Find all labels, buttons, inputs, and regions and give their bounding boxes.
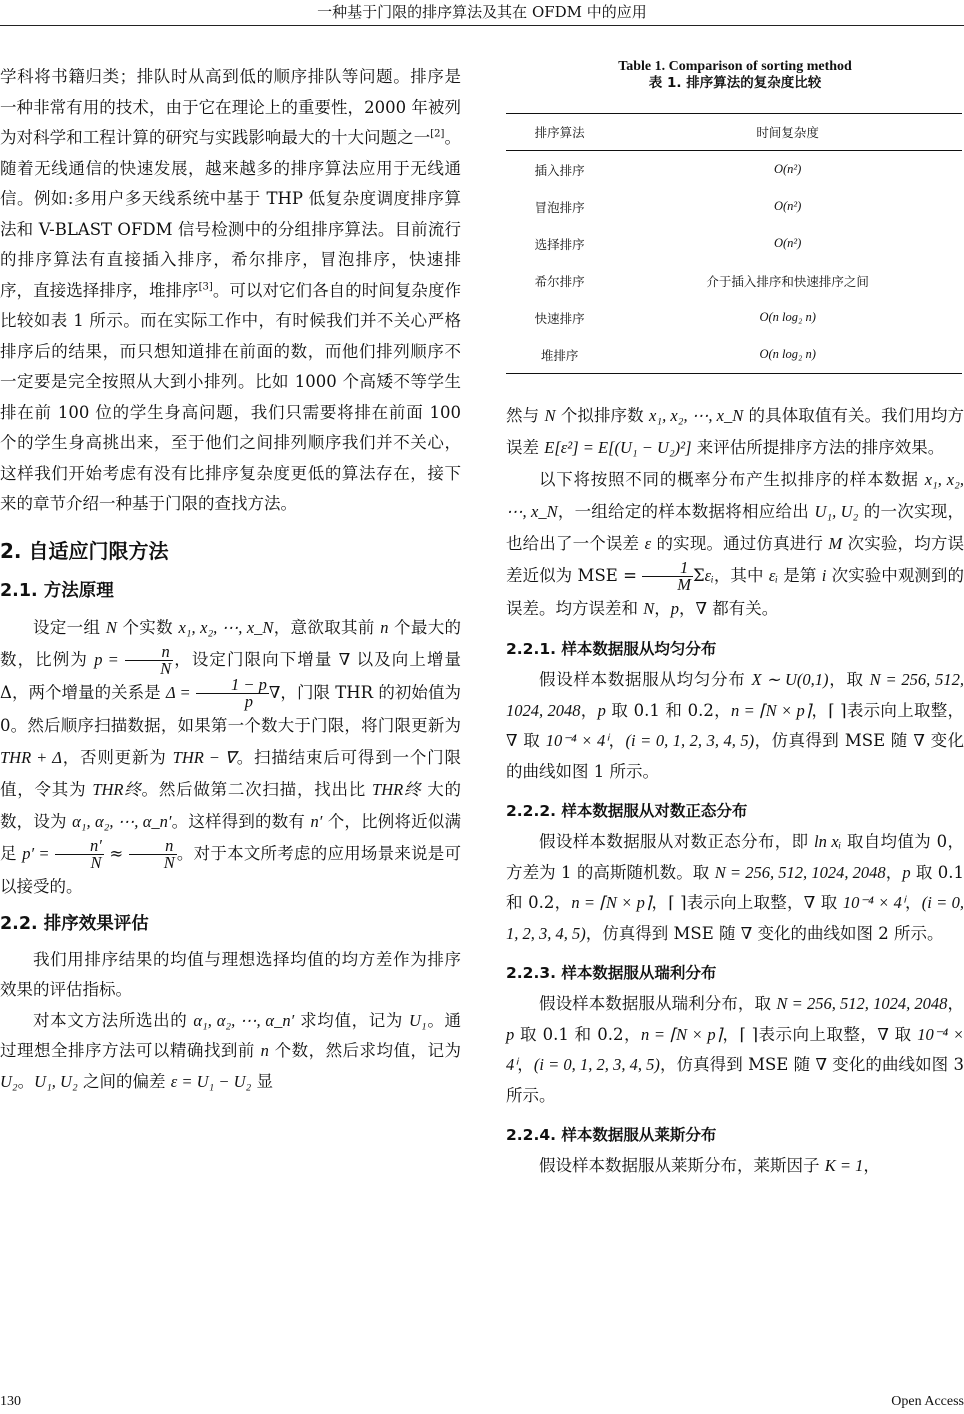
subsection-heading-2-2-2: 2.2.2. 样本数据服从对数正态分布: [506, 802, 748, 820]
table-caption-cn: 表 1. 排序算法的复杂度比较: [648, 75, 822, 91]
subsection-heading-2-2: 2.2. 排序效果评估: [0, 913, 149, 934]
fraction-n-over-N-2: $\frac{n}{N}$: [129, 838, 177, 871]
table-row: [506, 299, 962, 336]
complexity-table: [506, 113, 962, 374]
table-row: [506, 262, 962, 299]
table-caption: [506, 58, 964, 92]
fraction-n-over-N: $\frac{n}{N}$: [125, 644, 173, 677]
table-row: [506, 336, 962, 374]
rayleigh-paragraph: 假设样本数据服从瑞利分布，取 N = 256, 512, 1024, 2048，p 取 0.1 和 0.2，n = ⌈N × p⌉，⌈ ⌉表示向上取整，∇ 取 10⁻⁴ × 4ⁱ，(i = 0, 1, 2, 3, 4, 5)，仿真得到 MSE 随 ∇ 变化的曲线如图 3 所示。: [506, 994, 964, 1105]
fraction-1mp-over-p: $\frac{1 - p}{p}$: [196, 677, 269, 710]
lognormal-paragraph: 假设样本数据服从对数正态分布，即 ln xᵢ 取自均值为 0，方差为 1 的高斯随机数。取 N = 256, 512, 1024, 2048，p 取 0.1 和 0.2，n = ⌈N × p⌉，⌈ ⌉表示向上取整，∇ 取 10⁻⁴ × 4ⁱ，(i = 0, 1, 2, 3, 4, 5)，仿真得到 MSE 随 ∇ 变化的曲线如图 2 所示。: [506, 832, 964, 943]
mse-paragraph: 然与 N 个拟排序数 x₁, x₂, ⋯, x_N 的具体取值有关。我们用均方误差 E[ε²] = E[(U₁ − U₂)²] 来评估所提排序方法的排序效果。: [506, 406, 964, 457]
table-row: [506, 151, 962, 189]
table-cell: O(n²): [773, 236, 802, 250]
subsection-heading-2-2-1: 2.2.1. 样本数据服从均匀分布: [506, 640, 717, 658]
citation-2[interactable]: [2]: [430, 128, 445, 140]
subsection-heading-2-2-3: 2.2.3. 样本数据服从瑞利分布: [506, 964, 717, 982]
sampling-paragraph: 以下将按照不同的概率分布产生拟排序的样本数据 x₁, x₂, ⋯, x_N，一组给定的样本数据将相应给出 U₁, U₂ 的一次实现，也给出了一个误差 ε 的实现。通过仿真进行 M 次实验，均方误差近似为 MSE = $\frac{1}{M}$ Σεᵢ，其中 εᵢ 是第 i 次实验中观测到的误差。均方误差和 N，p，∇ 都有关。: [506, 470, 964, 618]
table-cell: 介于插入排序和快速排序之间: [706, 273, 869, 289]
table-cell: 选择排序: [534, 236, 585, 252]
subsection-heading-2-1: 2.1. 方法原理: [0, 580, 114, 601]
rician-paragraph: 假设样本数据服从莱斯分布，莱斯因子 K = 1，: [539, 1156, 880, 1175]
right-column: [506, 400, 964, 1182]
page-footer: [0, 1394, 964, 1414]
section-heading-2: 2. 自适应门限方法: [0, 538, 169, 563]
citation-3[interactable]: [3]: [198, 281, 213, 292]
fraction-nprime-over-N: $\frac{n'}{N}$: [55, 838, 104, 871]
intro-paragraph: 学科将书籍归类；排队时从高到低的顺序排队等问题。排序是一种非常有用的技术，由于它在理论上的重要性，2000 年被列为对科学和工程计算的研究与实践影响最大的十大问题之一[2]。随着无线通信的快速发展，越来越多的排序算法应用于无线通信。例如:多用户多天线系统中基于 THP 低复杂度调度排序算法和 V-BLAST OFDM 信号检测中的分组排序算法。目前流行的排序算法有直接插入排序，希尔排序，冒泡排序，快速排序，直接选择排序，堆排序[3]。可以对它们各自的时间复杂度作比较如表 1 所示。而在实际工作中，有时候我们并不关心严格排序后的结果，而只想知道排在前面的数，而他们排列顺序不一定要是完全按照从大到小排列。比如 1000 个高矮不等学生排在前 100 位的学生身高问题，我们只需要将排在前面 100 个的学生身高挑出来，至于他们之间排列顺序我们并不关心，这样我们开始考虑有没有比排序复杂度更低的算法存在，接下来的章节介绍一种基于门限的查找方法。: [0, 67, 462, 513]
table-caption-en: Table 1. Comparison of sorting method: [618, 59, 852, 74]
table-cell: 插入排序: [534, 162, 585, 178]
table-cell: 冒泡排序: [534, 199, 585, 215]
table-cell: O(n²): [773, 162, 802, 176]
table-header-row: [506, 114, 962, 151]
page-number: 130: [0, 1394, 21, 1409]
subsection-heading-2-2-4: 2.2.4. 样本数据服从莱斯分布: [506, 1126, 717, 1144]
table-row: [506, 225, 962, 262]
fraction-1-over-M: $\frac{1}{M}$: [642, 560, 693, 593]
running-header-title: 一种基于门限的排序算法及其在 OFDM 中的应用: [317, 3, 647, 21]
evaluation-paragraph: 我们用排序结果的均值与理想选择均值的均方差作为排序效果的评估指标。: [0, 949, 461, 999]
table-cell: O(n log₂ n): [759, 310, 816, 324]
table-cell: 堆排序: [540, 347, 579, 363]
header-rule: [0, 25, 964, 26]
uniform-paragraph: 假设样本数据服从均匀分布 X ∼ U(0,1)，取 N = 256, 512, 1024, 2048，p 取 0.1 和 0.2，n = ⌈N × p⌉，⌈ ⌉表示向上取整，∇ 取 10⁻⁴ × 4ⁱ，(i = 0, 1, 2, 3, 4, 5)，仿真得到 MSE 随 ∇ 变化的曲线如图 1 所示。: [506, 670, 964, 781]
method-paragraph: 设定一组 N 个实数 x₁, x₂, ⋯, x_N，意欲取其前 n 个最大的数，比例为 p = $\frac{n}{N}$ ，设定门限向下增量 ∇ 以及向上增量 Δ，两个增量的关系是 Δ = $\frac{1 - p}{p}$ ∇，门限 THR 的初始值为 0。然后顺序扫描数据，如果第一个数大于门限，将门限更新为 THR + Δ，否则更新为 THR − ∇。扫描结束后可得到一个门限值，令其为 THR终。然后做第二次扫描，找出比 THR终 大的数，设为 α₁, α₂, ⋯, α_n′。这样得到的数有 n′ 个，比例将近似满足 p′ = $\frac{n'}{N}$ ≈ $\frac{n}{N}$ 。对于本文所考虑的应用场景来说是可以接受的。: [0, 617, 462, 896]
table-cell: O(n²): [773, 199, 802, 213]
table-header-complexity: 时间复杂度: [756, 125, 819, 140]
table-cell: 快速排序: [534, 310, 585, 326]
mean-paragraph: 对本文方法所选出的 α₁, α₂, ⋯, α_n′ 求均值，记为 U₁。通过理想全排序方法可以精确找到前 n 个数，然后求均值，记为 U₂。U₁, U₂ 之间的偏差 ε = U₁ − U₂ 显: [0, 1010, 462, 1091]
table-cell: O(n log₂ n): [759, 347, 816, 361]
publisher-label: Open Access: [891, 1394, 964, 1409]
table-cell: 希尔排序: [534, 273, 585, 289]
table-header-algorithm: 排序算法: [534, 125, 585, 140]
left-column: [0, 62, 461, 1097]
table-row: [506, 188, 962, 225]
